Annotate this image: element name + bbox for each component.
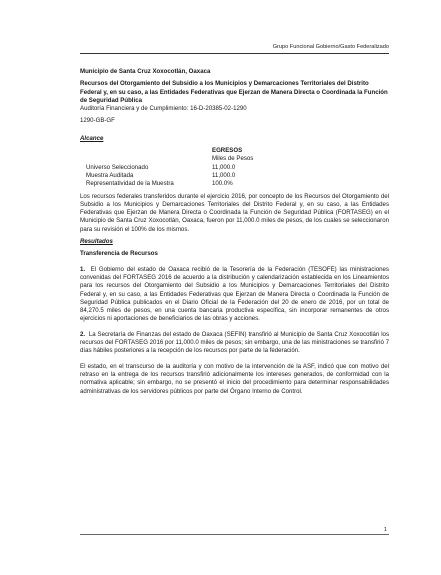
row-label: Universo Seleccionado <box>86 163 149 171</box>
resultados-heading: Resultados <box>80 238 113 246</box>
row-value: 11,000.0 <box>212 171 236 179</box>
row-label: Representatividad de la Muestra <box>86 180 174 188</box>
paragraph-number: 1. <box>80 265 86 273</box>
table-col-header: EGRESOS <box>212 147 243 155</box>
paragraph-text: El Gobierno del estado de Oaxaca recibió de la Tesorería de la Federación (TESOFE) las ministraciones convenidas del FORTASEG 2016 de acuerdo a la distribución y calendarización establecida en los Lineamientos para los recursos del Otorgamiento del Subsidio a los Municipios y Demarcaciones Territoriales del Distrito Federal y, en su caso, a las Entidades Federativas que Ejerzan de Manera Directa o Coordinada la Función de Seguridad Pública publicados en el Diario Oficial de la Federación del 20 de enero de 2016, por un total de 84,270.5 miles de pesos, en una cuenta bancaria productiva específica, sin incorporar remanentes de otros ejercicios ni aportaciones de beneficiarios de las obras y acciones. <box>80 265 389 323</box>
paragraph-text: La Secretaría de Finanzas del estado de Oaxaca (SEFIN) transfirió al Municipio de Santa Cruz Xoxocotlán los recursos del FORTASEG 2016 por 11,000.0 miles de pesos; sin embargo, una de las ministraciones se transfirió 7 días hábiles posteriores a la recepción de los recursos por parte de la federación. <box>80 330 389 355</box>
scope-table <box>86 147 253 188</box>
scope-paragraph: Los recursos federales transferidos durante el ejercicio 2016, por concepto de los Recursos del Otorgamiento del Subsidio a los Municipios y Demarcaciones Territoriales del Distrito Federal y, en su caso, a las Entidades Federativas que Ejerzan de Manera Directa o Coordinada la Función de Seguridad Pública (FORTASEG) en el Municipio de Santa Cruz Xoxocotlán, Oaxaca, fueron por 11,000.0 miles de pesos, de los cuales se seleccionaron para su revisión el 100% de los mismos. <box>80 192 389 233</box>
page-number: 1 <box>383 527 387 533</box>
table-col-subheader: Miles de Pesos <box>212 155 254 163</box>
municipality-heading: Municipio de Santa Cruz Xoxocotlán, Oaxaca <box>80 68 211 75</box>
row-value: 100.0% <box>212 180 233 188</box>
paragraph-3: El estado, en el transcurso de la auditoría y con motivo de la intervención de la ASF, indicó que con motivo del retraso en la entrega de los recursos transfirió adicionalmente los intereses generados, de conformidad con la normativa aplicable; sin embargo, no se presentó el inicio del procedimiento para determinar responsabilidades administrativas de los servidores públicos por parte del Órgano Interno de Control. <box>80 362 389 395</box>
row-label: Muestra Auditada <box>86 171 134 179</box>
alcance-heading: Alcance <box>80 134 104 142</box>
transfer-heading: Transferencia de Recursos <box>80 250 158 258</box>
row-value: 11,000.0 <box>212 163 236 171</box>
audit-line: Auditoría Financiera y de Cumplimiento: 16-D-20385-02-1290 <box>80 105 247 113</box>
document-body <box>80 68 389 396</box>
paragraph-number: 2. <box>80 330 86 338</box>
table-row <box>86 164 253 172</box>
paragraph-2 <box>80 331 389 356</box>
paragraph-1 <box>80 266 389 324</box>
running-header: Grupo Funcional Gobierno/Gasto Federalizado <box>272 44 389 50</box>
table-row <box>86 180 253 188</box>
footer-divider <box>80 534 389 535</box>
header-divider <box>80 53 389 54</box>
document-title: Recursos del Otorgamiento del Subsidio a los Municipios y Demarcaciones Territoriales del Distrito Federal y, en su caso, a las Entidades Federativas que Ejerzan de Manera Directa o Coordinada la Función de Seguridad Pública <box>80 80 388 104</box>
table-row <box>86 172 253 180</box>
audit-code: 1290-GB-GF <box>80 117 115 125</box>
